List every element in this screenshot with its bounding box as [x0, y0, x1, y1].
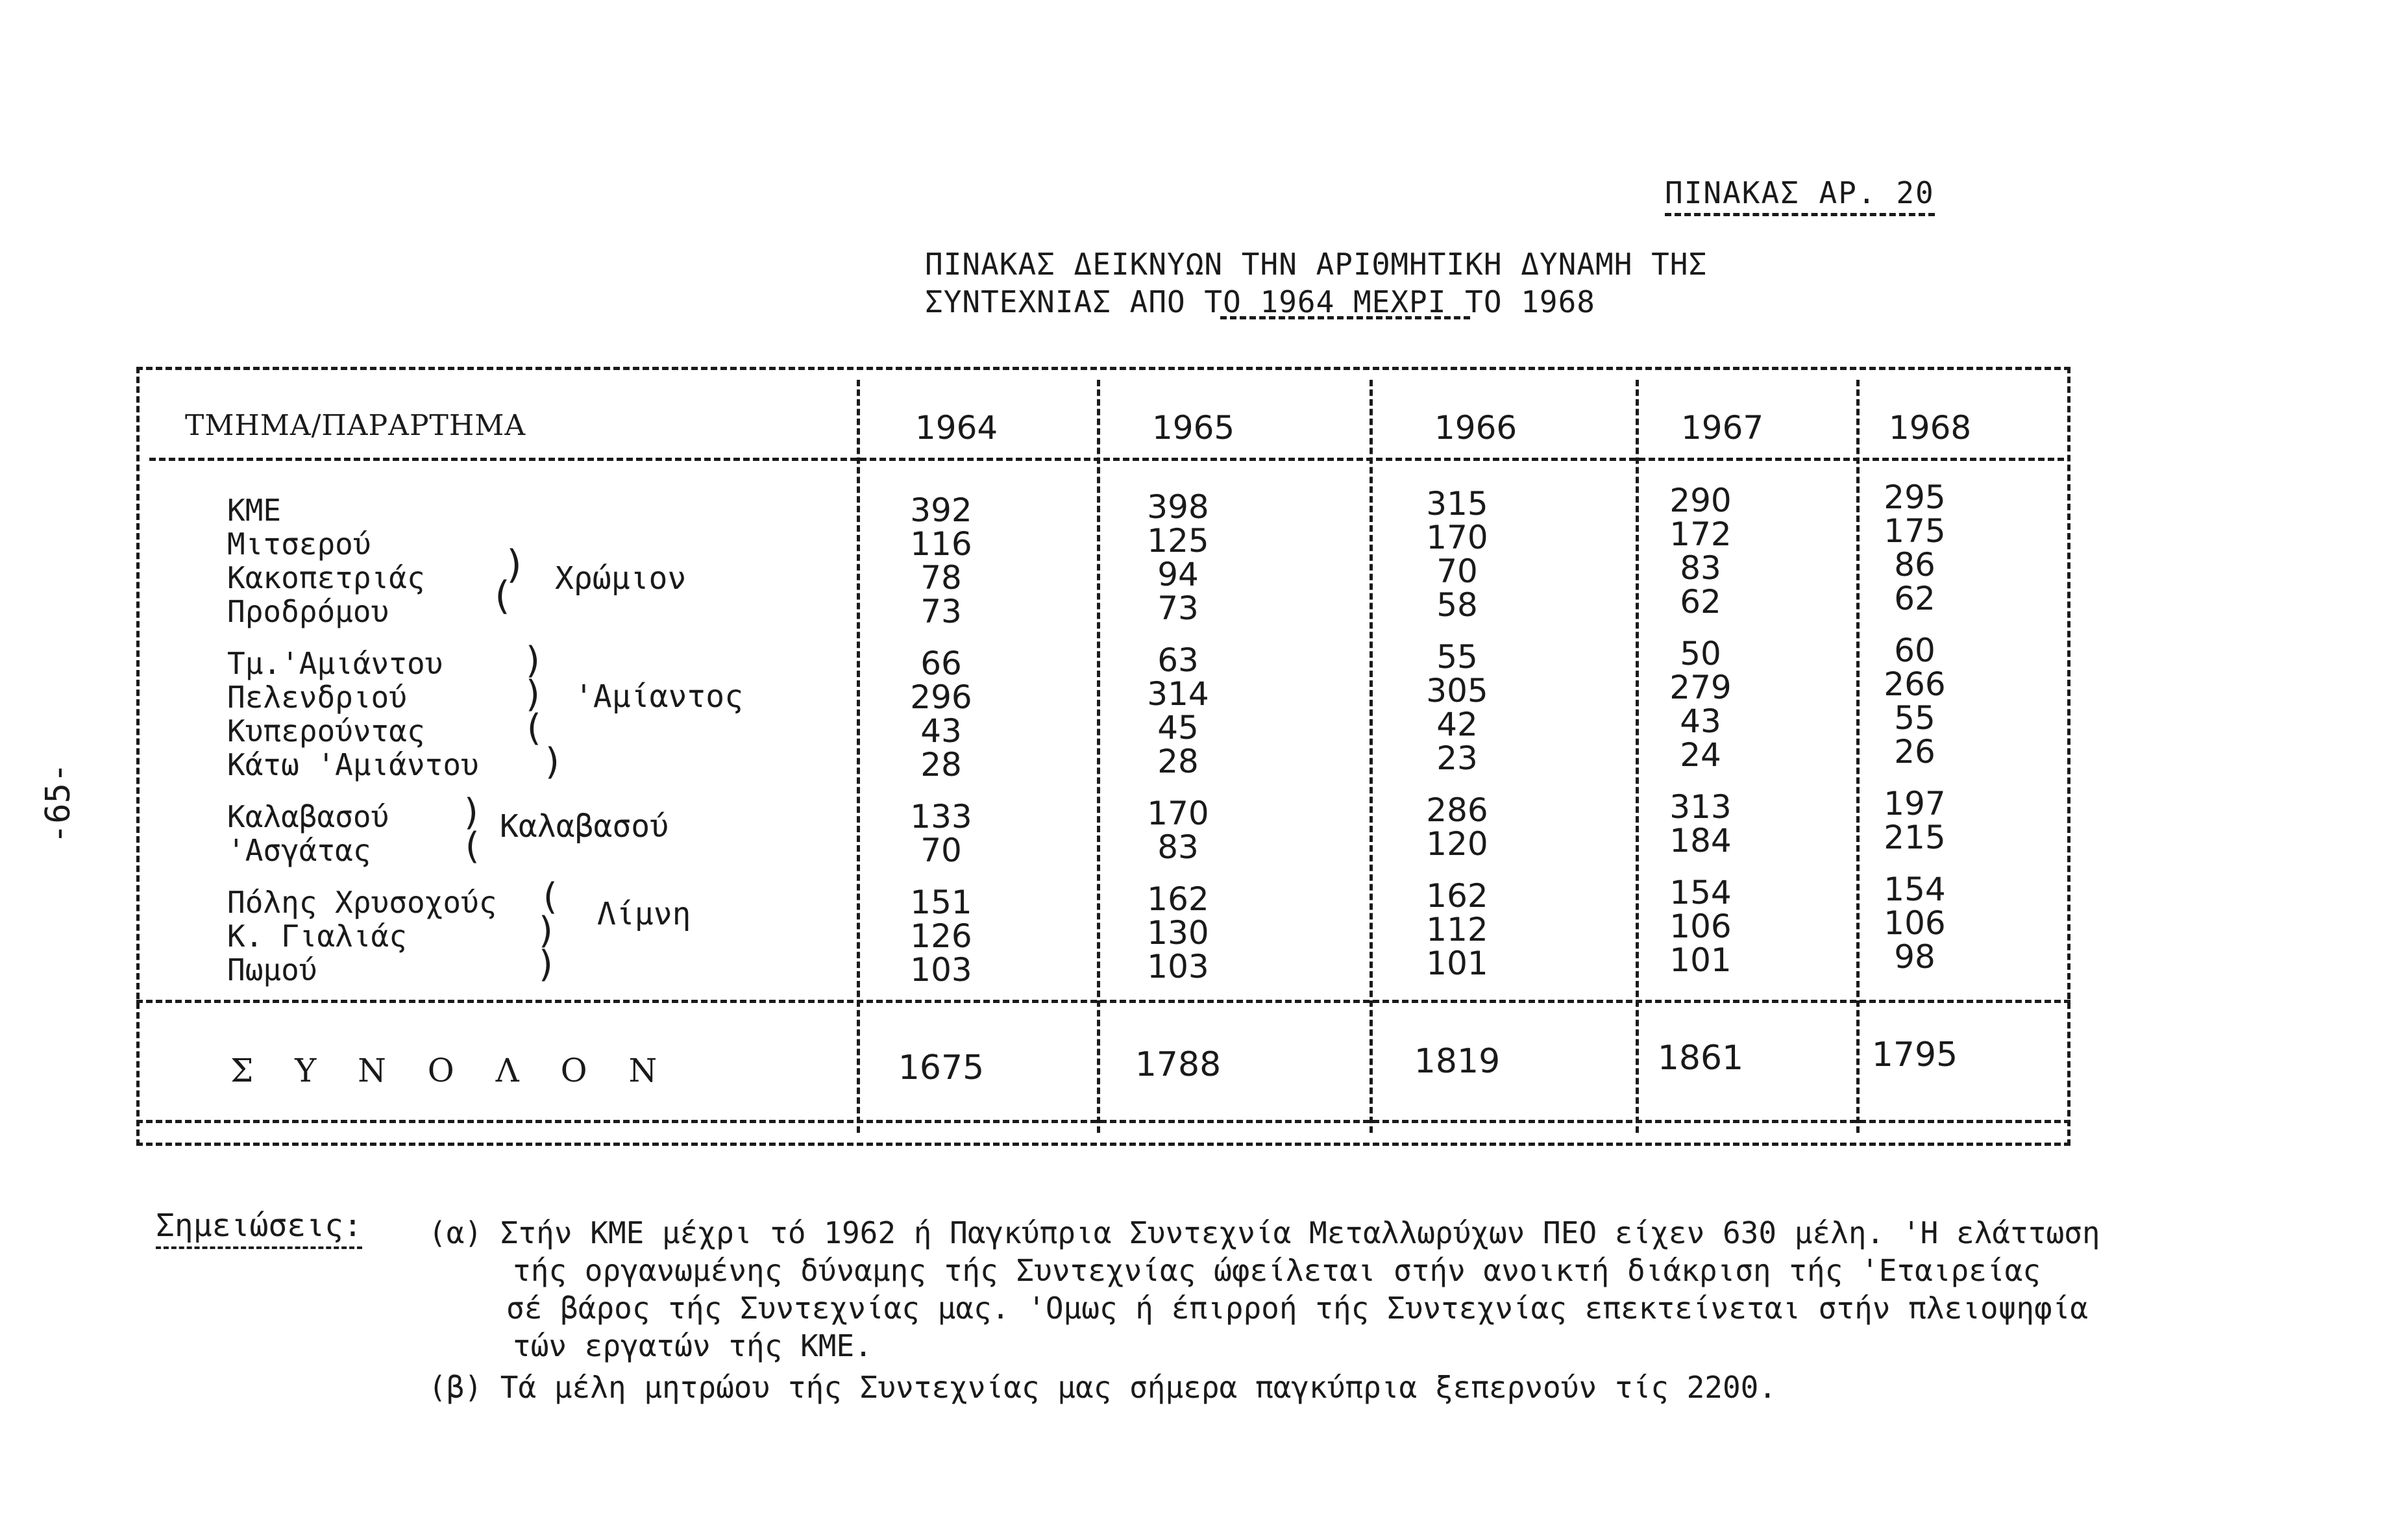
table-number-underline	[1665, 213, 1935, 216]
cell: 73	[1157, 589, 1199, 627]
branch-name: Μιτσερού	[227, 526, 371, 562]
cell: 313	[1669, 788, 1732, 826]
cell: 112	[1426, 911, 1488, 948]
header-year-1968: 1968	[1889, 409, 1972, 447]
group-label-limni: Λίμνη	[597, 896, 691, 932]
total-label: Σ Υ Ν Ο Λ Ο Ν	[230, 1052, 673, 1089]
cell: 133	[910, 798, 972, 836]
notes-label-underline	[156, 1246, 362, 1249]
table-title	[925, 245, 1707, 321]
column-1964	[870, 493, 1013, 987]
cell: 83	[1680, 549, 1721, 587]
total-1967: 1861	[1657, 1039, 1744, 1078]
cell: 197	[1884, 785, 1946, 823]
header-year-1964: 1964	[915, 409, 998, 447]
cell: 23	[1436, 739, 1478, 777]
branch-name: Κυπερούντας	[227, 713, 425, 749]
cell: 184	[1669, 822, 1732, 860]
cell: 151	[910, 884, 972, 921]
table-number-text: ΠΙΝΑΚΑΣ ΑΡ. 20	[1665, 175, 1935, 210]
cell: 266	[1884, 665, 1946, 703]
cell: 315	[1426, 485, 1488, 523]
note-a-line-3: σέ βάρος τής Συντεχνίας μας. 'Ομως ή έπιρροή τής Συντεχνίας επεκτείνεται στήν πλειοψηφία	[506, 1291, 2089, 1326]
note-b: (β) Τά μέλη μητρώου τής Συντεχνίας μας σήμερα παγκύπρια ξεπερνούν τίς 2200.	[428, 1370, 1777, 1405]
cell: 28	[920, 746, 962, 784]
cell: 60	[1894, 632, 1935, 669]
group-bracket: (	[539, 876, 561, 918]
branch-name: Τμ.'Αμιάντου	[227, 646, 443, 681]
cell: 314	[1147, 675, 1209, 713]
cell: 106	[1884, 904, 1946, 942]
group-bracket: )	[522, 639, 545, 682]
cell: 106	[1669, 908, 1732, 945]
cell: 154	[1884, 871, 1946, 908]
cell: 70	[920, 832, 962, 869]
note-a-line-4: τών εργατών τής ΚΜΕ.	[513, 1328, 872, 1363]
cell: 290	[1669, 482, 1732, 519]
header-bottom-border	[149, 458, 2064, 461]
table-top-border	[136, 367, 2070, 370]
cell: 175	[1884, 512, 1946, 550]
cell: 98	[1894, 938, 1935, 976]
total-1968: 1795	[1871, 1035, 1958, 1074]
cell: 170	[1147, 795, 1209, 832]
cell: 28	[1157, 743, 1199, 780]
group-bracket: (	[490, 573, 514, 619]
total-top-border	[136, 1000, 2070, 1003]
cell: 45	[1157, 709, 1199, 747]
group-label-asbestos: 'Αμίαντος	[574, 678, 744, 715]
cell: 286	[1426, 791, 1488, 829]
group-bracket: )	[535, 943, 558, 985]
cell: 43	[920, 712, 962, 750]
cell: 130	[1147, 914, 1209, 952]
cell: 296	[910, 678, 972, 716]
col-divider-2	[1097, 380, 1100, 1133]
cell: 305	[1426, 672, 1488, 710]
cell: 55	[1894, 699, 1935, 737]
group-bracket: )	[503, 542, 527, 588]
cell: 116	[910, 525, 972, 563]
branch-name: Καλαβασού	[227, 799, 389, 834]
cell: 103	[910, 951, 972, 989]
cell: 55	[1436, 638, 1478, 676]
cell: 50	[1680, 635, 1721, 673]
table-right-border	[2067, 367, 2070, 1146]
group-bracket: )	[542, 741, 564, 783]
page-number: -65-	[39, 762, 78, 844]
notes-label-text: Σημειώσεις:	[156, 1208, 362, 1244]
header-branch: ΤΜΗΜΑ/ΠΑΡΑΡΤΗΜΑ	[185, 409, 526, 442]
branch-name: Κ. Γιαλιάς	[227, 919, 407, 954]
cell: 172	[1669, 515, 1732, 553]
note-a-line-2: τής οργανωμένης δύναμης τής Συντεχνίας ώφείλεται στήν ανοικτή διάκριση τής 'Εταιρείας	[513, 1253, 2041, 1288]
branch-name: Προδρόμου	[227, 594, 389, 629]
cell: 162	[1147, 880, 1209, 918]
notes-label	[156, 1208, 362, 1244]
table-bottom-border	[136, 1143, 2070, 1146]
title-underline	[1220, 316, 1470, 319]
cell: 154	[1669, 874, 1732, 911]
cell: 83	[1157, 828, 1199, 866]
column-1966	[1386, 487, 1529, 980]
cell: 103	[1147, 948, 1209, 985]
cell: 86	[1894, 546, 1935, 584]
cell: 62	[1894, 580, 1935, 617]
column-1968	[1843, 480, 1986, 974]
branch-name: Κακοπετριάς	[227, 560, 425, 595]
cell: 215	[1884, 819, 1946, 856]
cell: 26	[1894, 733, 1935, 771]
cell: 62	[1680, 583, 1721, 621]
cell: 279	[1669, 669, 1732, 706]
cell: 101	[1669, 941, 1732, 979]
group-bracket: )	[535, 910, 558, 952]
col-divider-1	[857, 380, 860, 1133]
total-1966: 1819	[1414, 1042, 1501, 1081]
total-1964: 1675	[898, 1048, 985, 1087]
branch-names	[227, 493, 497, 987]
header-year-1965: 1965	[1152, 409, 1235, 447]
cell: 58	[1436, 586, 1478, 624]
group-bracket: )	[522, 673, 545, 715]
branch-name: Πελενδριού	[227, 680, 407, 715]
cell: 42	[1436, 706, 1478, 743]
cell: 398	[1147, 488, 1209, 526]
header-year-1967: 1967	[1681, 409, 1764, 447]
cell: 120	[1426, 825, 1488, 863]
table-left-border	[136, 367, 140, 1146]
group-label-chromium: Χρώμιον	[555, 560, 687, 597]
cell: 162	[1426, 877, 1488, 915]
cell: 78	[920, 559, 962, 597]
note-a-line-1: (α) Στήν ΚΜΕ μέχρι τό 1962 ή Παγκύπρια Συντεχνία Μεταλλωρύχων ΠΕΟ είχεν 630 μέλη. 'Η ελάττωση	[428, 1215, 2100, 1250]
col-divider-3	[1370, 380, 1373, 1133]
cell: 94	[1157, 556, 1199, 593]
total-1965: 1788	[1135, 1045, 1222, 1084]
total-bottom-border	[136, 1120, 2070, 1123]
cell: 24	[1680, 736, 1721, 774]
column-1967	[1629, 484, 1772, 977]
cell: 125	[1147, 522, 1209, 560]
group-bracket: (	[522, 707, 545, 749]
branch-name: 'Ασγάτας	[227, 833, 371, 868]
cell: 170	[1426, 519, 1488, 556]
cell: 126	[910, 917, 972, 955]
branch-name: Πόλης Χρυσοχούς	[227, 885, 497, 920]
group-label-kalavasos: Καλαβασού	[500, 808, 669, 845]
branch-name: ΚΜΕ	[227, 493, 282, 528]
cell: 295	[1884, 478, 1946, 516]
branch-name: Πωμού	[227, 952, 317, 987]
header-year-1966: 1966	[1434, 409, 1517, 447]
cell: 392	[910, 491, 972, 529]
group-bracket: )	[461, 791, 483, 834]
cell: 43	[1680, 702, 1721, 740]
title-line-1: ΠΙΝΑΚΑΣ ΔΕΙΚΝΥΩΝ ΤΗΝ ΑΡΙΘΜΗΤΙΚΗ ΔΥΝΑΜΗ ΤΗΣ	[925, 247, 1708, 282]
group-bracket: (	[461, 825, 483, 867]
cell: 101	[1426, 945, 1488, 982]
membership-table	[136, 367, 2070, 1146]
column-1965	[1107, 490, 1249, 984]
branch-name: Κάτω 'Αμιάντου	[227, 747, 479, 782]
title-line-2: ΣΥΝΤΕΧΝΙΑΣ ΑΠΟ ΤΟ 1964 ΜΕΧΡΙ ΤΟ 1968	[925, 284, 1595, 319]
cell: 66	[920, 645, 962, 682]
table-number	[1665, 175, 1935, 210]
cell: 73	[920, 593, 962, 630]
cell: 63	[1157, 641, 1199, 679]
cell: 70	[1436, 552, 1478, 590]
